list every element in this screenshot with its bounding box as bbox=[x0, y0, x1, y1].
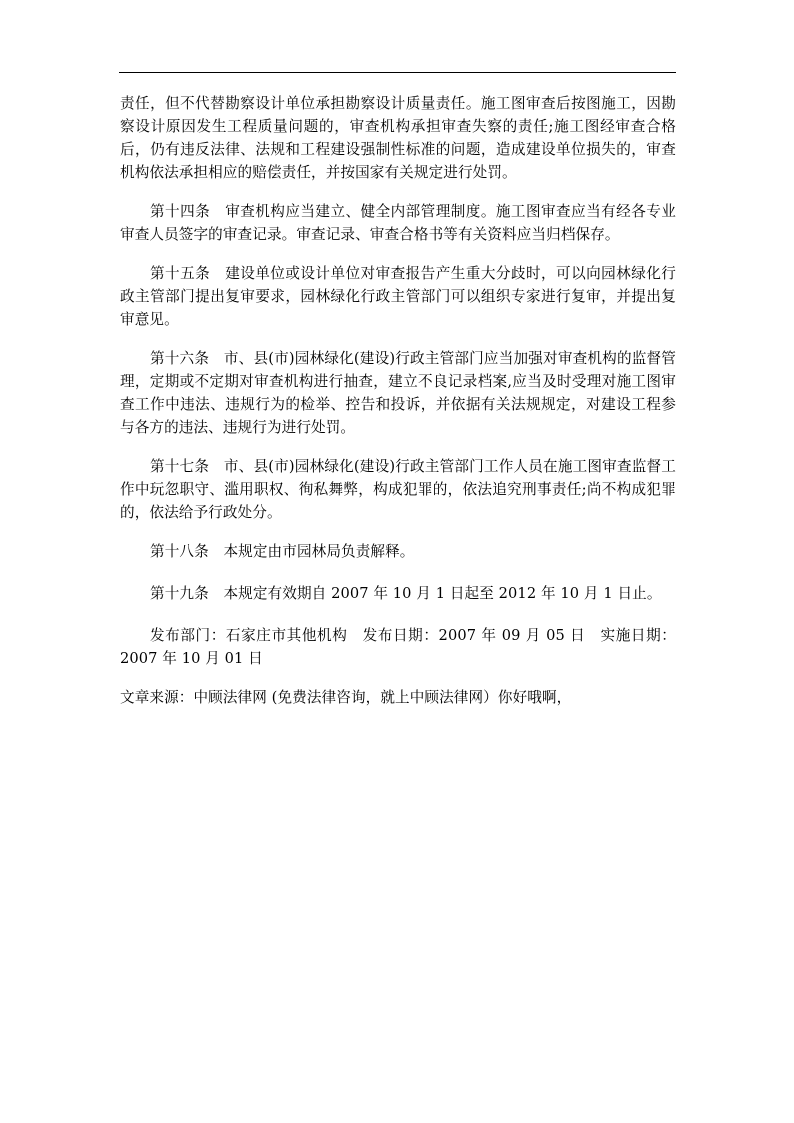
paragraph-article-15: 第十五条 建设单位或设计单位对审查报告产生重大分歧时，可以向园林绿化行政主管部门提出复审要求，园林绿化行政主管部门可以组织专家进行复审，并提出复审意见。 bbox=[120, 265, 676, 328]
publication-info: 发布部门：石家庄市其他机构 发布日期：2007 年 09 月 05 日 实施日期：2007 年 10 月 01 日 bbox=[120, 627, 676, 667]
paragraph-article-14: 第十四条 审查机构应当建立、健全内部管理制度。施工图审查应当有经各专业审查人员签字的审查记录。审查记录、审查合格书等有关资料应当归档保存。 bbox=[120, 203, 676, 243]
header-rule bbox=[119, 72, 676, 73]
paragraph-article-18: 第十八条 本规定由市园林局负责解释。 bbox=[150, 543, 415, 560]
document-body bbox=[120, 92, 676, 725]
article-source: 文章来源：中顾法律网 (免费法律咨询，就上中顾法律网）你好哦啊， bbox=[120, 689, 572, 706]
paragraph-continuation: 责任，但不代替勘察设计单位承担勘察设计质量责任。施工图审查后按图施工，因勘察设计原因发生工程质量问题的，审查机构承担审查失察的责任;施工图经审查合格后，仍有违反法律、法规和工程建设强制性标准的问题，造成建设单位损失的，审查机构依法承担相应的赔偿责任，并按国家有关规定进行处罚。 bbox=[120, 95, 676, 181]
paragraph-article-17: 第十七条 市、县(市)园林绿化(建设)行政主管部门工作人员在施工图审查监督工作中玩忽职守、滥用职权、徇私舞弊，构成犯罪的，依法追究刑事责任;尚不构成犯罪的，依法给予行政处分。 bbox=[120, 458, 676, 521]
paragraph-article-16: 第十六条 市、县(市)园林绿化(建设)行政主管部门应当加强对审查机构的监督管理，定期或不定期对审查机构进行抽查，建立不良记录档案,应当及时受理对施工图审查工作中违法、违规行为的检举、控告和投诉，并依据有关法规规定，对建设工程参与各方的违法、违规行为进行处罚。 bbox=[120, 350, 676, 436]
paragraph-article-19: 第十九条 本规定有效期自 2007 年 10 月 1 日起至 2012 年 10 月 1 日止。 bbox=[150, 585, 662, 602]
